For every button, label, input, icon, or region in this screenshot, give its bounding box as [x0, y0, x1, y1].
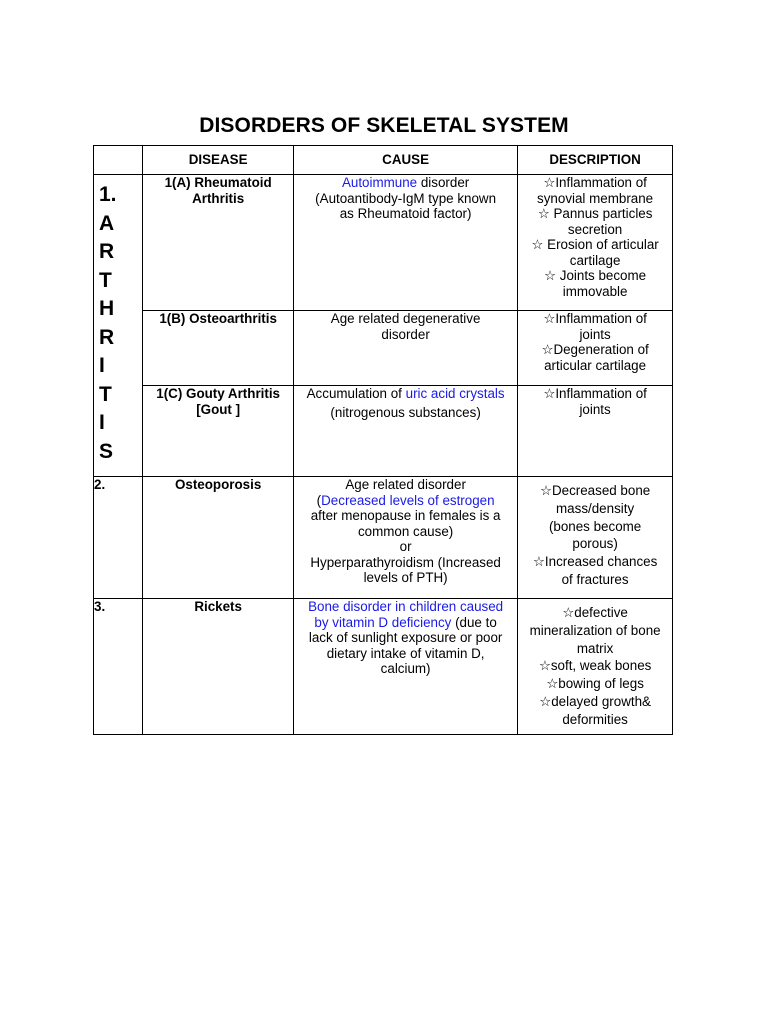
cause-line: as Rheumatoid factor)	[339, 206, 472, 221]
description-line: ☆delayed growth&	[539, 693, 651, 709]
description-line: ☆Inflammation of	[543, 175, 647, 190]
disease-cell	[143, 311, 294, 386]
cause-line: lack of sunlight exposure or poor	[308, 630, 503, 645]
cause-line	[294, 493, 517, 509]
cause-highlight: by vitamin D deficiency	[314, 614, 452, 630]
cause-line: Age related degenerative	[330, 311, 481, 326]
description-line: of fractures	[561, 571, 629, 587]
vertical-letter: T	[99, 268, 112, 292]
description-line: articular cartilage	[544, 357, 647, 373]
vertical-letter: R	[99, 325, 115, 349]
cause-line: levels of PTH)	[363, 570, 448, 585]
header-disease: DISEASE	[143, 146, 294, 175]
description-cell	[518, 599, 673, 735]
description-line: ☆defective	[562, 605, 628, 620]
cause-text: (due to	[451, 614, 497, 630]
disease-cell	[143, 599, 294, 735]
table-row	[94, 311, 673, 386]
cause-line: or	[399, 539, 412, 554]
disease-name: 1(A) Rheumatoid	[164, 175, 272, 190]
description-line: ☆soft, weak bones	[538, 658, 652, 674]
description-cell	[518, 311, 673, 386]
disease-cell	[143, 386, 294, 477]
description-line: secretion	[567, 221, 623, 237]
description-line: synovial membrane	[537, 190, 654, 206]
cause-line: disorder	[381, 326, 430, 342]
header-description: DESCRIPTION	[518, 146, 673, 175]
disease-name: [Gout ]	[196, 401, 241, 417]
disease-cell	[143, 175, 294, 311]
cause-cell	[294, 386, 518, 477]
cause-cell	[294, 477, 518, 599]
row-number: 1.	[99, 183, 117, 206]
description-line: ☆Increased chances	[532, 554, 658, 570]
cause-cell	[294, 175, 518, 311]
description-line: (bones become	[548, 518, 642, 534]
description-line: joints	[579, 401, 611, 417]
description-line: immovable	[562, 283, 628, 299]
vertical-letter: R	[99, 240, 115, 263]
cause-line: (nitrogenous substances)	[330, 404, 481, 420]
vertical-letter: T	[99, 382, 112, 406]
description-line: ☆ Pannus particles	[537, 206, 653, 221]
disease-name: Rickets	[194, 599, 242, 614]
description-line: ☆Decreased bone	[539, 483, 651, 498]
vertical-letter: S	[99, 439, 114, 463]
description-line: deformities	[562, 711, 628, 727]
page-title: DISORDERS OF SKELETAL SYSTEM	[199, 114, 569, 137]
disease-cell	[143, 477, 294, 599]
row-number: 2.	[94, 477, 143, 599]
description-line: ☆Inflammation of	[543, 386, 647, 401]
header-number	[94, 146, 143, 175]
description-line: cartilage	[569, 252, 621, 268]
cause-line	[294, 175, 517, 191]
cause-cell	[294, 311, 518, 386]
cause-line: calcium)	[380, 661, 431, 676]
disease-name: 1(C) Gouty Arthritis	[156, 386, 281, 401]
description-cell	[518, 175, 673, 311]
row-number: 3.	[94, 599, 143, 735]
cause-line: Hyperparathyroidism (Increased	[310, 554, 501, 570]
disorders-table	[93, 145, 673, 735]
disease-name: Arthritis	[192, 190, 245, 206]
cause-cell	[294, 599, 518, 735]
description-line: matrix	[576, 640, 614, 656]
description-line: ☆ Joints become	[544, 268, 647, 283]
cause-line: Age related disorder	[345, 477, 466, 492]
disease-name: 1(B) Osteoarthritis	[159, 311, 277, 326]
vertical-letter: I	[99, 411, 105, 434]
description-line: ☆Degeneration of	[541, 342, 649, 357]
vertical-letter: I	[99, 354, 105, 377]
vertical-letter: A	[99, 211, 115, 235]
description-cell	[518, 477, 673, 599]
cause-text: disorder	[417, 175, 470, 190]
cause-text: (	[316, 492, 322, 508]
description-cell	[518, 386, 673, 477]
cause-line: (Autoantibody-IgM type known	[315, 190, 497, 206]
description-line: porous)	[572, 536, 618, 552]
cause-line	[294, 386, 517, 402]
table-row	[94, 477, 673, 599]
cause-line	[294, 615, 517, 631]
cause-line: dietary intake of vitamin D,	[326, 645, 485, 661]
description-line: ☆bowing of legs	[546, 676, 644, 692]
table-row	[94, 599, 673, 735]
description-line: mineralization of bone	[529, 622, 661, 638]
description-line: ☆Inflammation of	[543, 311, 647, 326]
header-row	[94, 146, 673, 175]
cause-highlight: Decreased levels of estrogen	[321, 492, 495, 508]
description-line: joints	[579, 326, 611, 342]
cause-highlight: uric acid crystals	[405, 386, 505, 401]
vertical-letter: H	[99, 297, 115, 320]
cause-line: after menopause in females is a	[310, 508, 501, 523]
disease-name: Osteoporosis	[174, 477, 262, 492]
cause-line: common cause)	[357, 523, 454, 539]
table-row	[94, 175, 673, 311]
description-line: ☆ Erosion of articular	[531, 237, 659, 252]
cause-highlight: Autoimmune	[341, 175, 418, 190]
header-cause: CAUSE	[294, 146, 518, 175]
cause-highlight: Bone disorder in children caused	[308, 599, 504, 614]
cause-text: Accumulation of	[306, 386, 406, 401]
arthritis-number-cell	[94, 175, 143, 477]
table-row	[94, 386, 673, 477]
description-line: mass/density	[556, 500, 635, 516]
